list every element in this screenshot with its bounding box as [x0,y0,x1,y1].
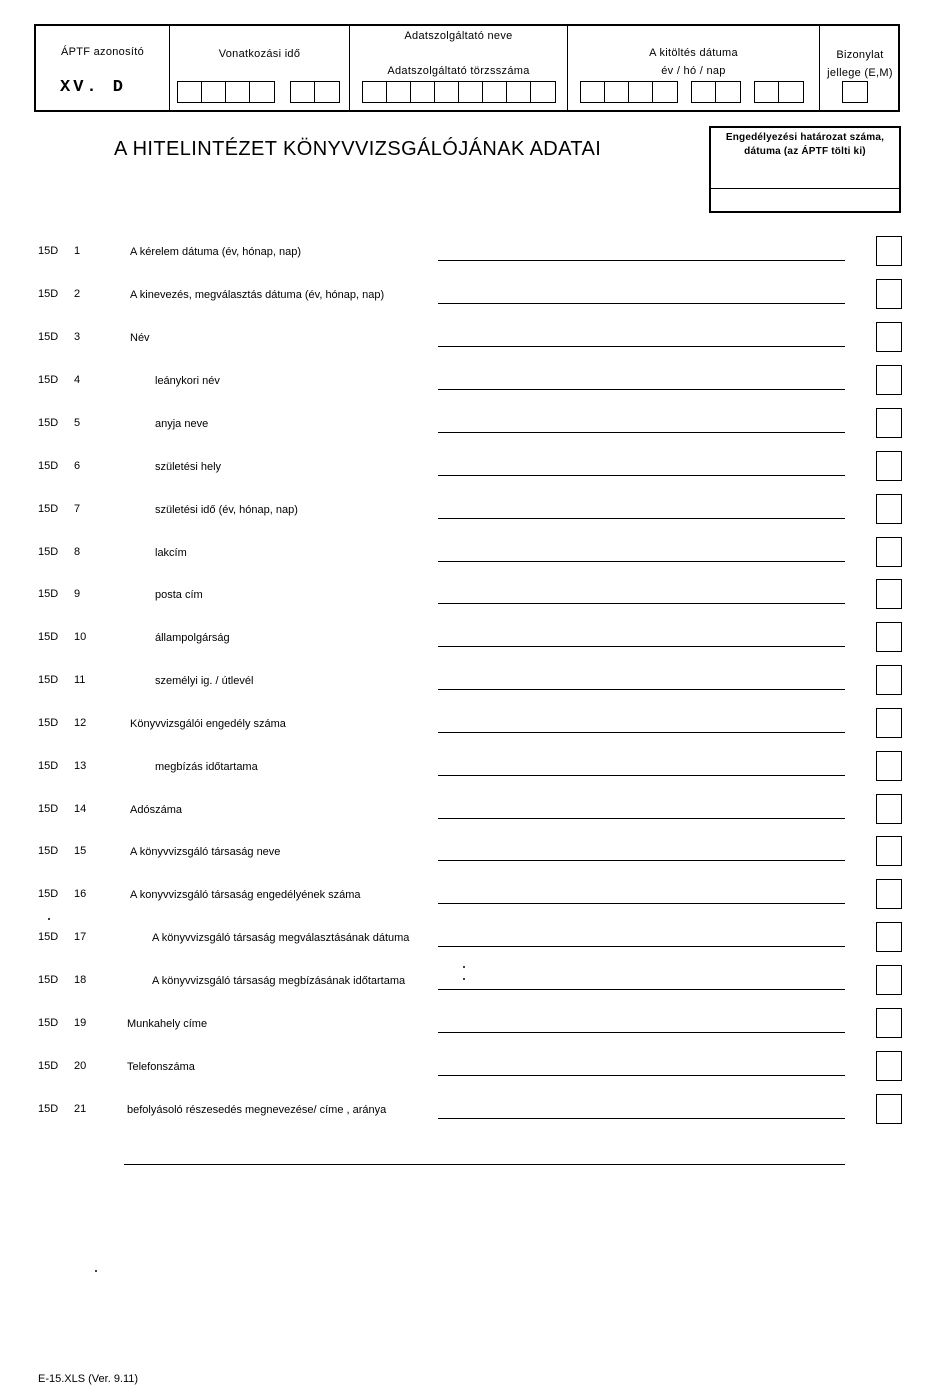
form-row [0,965,935,1005]
form-row [0,1094,935,1134]
row-number: 17 [74,931,87,943]
row-number: 5 [74,417,81,429]
period-label: Vonatkozási idő [218,48,301,60]
fill-date-year-input[interactable] [580,81,678,103]
form-row [0,751,935,791]
form-row [0,922,935,962]
form-row [0,451,935,491]
permit-box-divider [711,188,899,189]
row-number: 1 [74,245,81,257]
row-number: 2 [74,288,81,300]
row-number: 16 [74,888,87,900]
row-number: 18 [74,974,87,986]
row-code: 15D [38,460,59,472]
doc-type-cell [820,26,900,110]
row-checkbox[interactable] [876,408,902,438]
fill-date-day-input[interactable] [754,81,804,103]
row-number: 10 [74,631,87,643]
row-number: 13 [74,760,87,772]
row-answer-line[interactable] [438,689,845,690]
form-row [0,279,935,319]
row-answer-line[interactable] [438,561,845,562]
row-answer-line[interactable] [438,903,845,904]
row-label: megbízás időtartama [155,761,258,773]
row-answer-line[interactable] [438,646,845,647]
form-row [0,408,935,448]
row-label: Könyvvizsgálói engedély száma [130,718,286,730]
aptf-id-cell [36,26,170,110]
row-code: 15D [38,931,59,943]
scan-speck [48,918,50,920]
row-label: posta cím [155,589,203,601]
form-row [0,537,935,577]
aptf-id-value: XV. D [60,78,127,97]
form-row [0,622,935,662]
row-label: lakcím [155,547,187,559]
row-code: 15D [38,974,59,986]
row-answer-line[interactable] [438,389,845,390]
period-cell [170,26,350,110]
row-code: 15D [38,1103,59,1115]
form-row [0,879,935,919]
row-answer-line[interactable] [438,1075,845,1076]
form-row [0,794,935,834]
provider-reg-input[interactable] [362,81,556,103]
scan-speck [463,966,465,968]
row-checkbox[interactable] [876,236,902,266]
row-label: személyi ig. / útlevél [155,675,254,687]
row-number: 21 [74,1103,87,1115]
row-answer-line[interactable] [438,603,845,604]
period-day-input[interactable] [290,81,340,103]
row-label: állampolgárság [155,632,230,644]
row-number: 7 [74,503,81,515]
row-answer-line[interactable] [438,775,845,776]
row-checkbox[interactable] [876,708,902,738]
row-number: 14 [74,803,87,815]
fill-date-cell [568,26,820,110]
row-code: 15D [38,245,59,257]
scan-speck [95,1270,97,1272]
row-number: 4 [74,374,81,386]
row-code: 15D [38,631,59,643]
provider-cell [350,26,568,110]
row-answer-line[interactable] [438,818,845,819]
row-code: 15D [38,845,59,857]
row-code: 15D [38,717,59,729]
permit-box-label: Engedélyezési határozat száma, dátuma (az ÁPTF tölti ki) [725,132,885,157]
row-checkbox[interactable] [876,622,902,652]
row-answer-line[interactable] [438,303,845,304]
fill-date-month-input[interactable] [691,81,741,103]
row-answer-line[interactable] [438,1118,845,1119]
form-row [0,665,935,705]
form-row [0,322,935,362]
row-label: születési hely [155,461,222,473]
row-answer-line[interactable] [438,860,845,861]
row-answer-line[interactable] [438,260,845,261]
row-number: 11 [74,674,86,686]
row-answer-line[interactable] [438,946,845,947]
row-checkbox[interactable] [876,451,902,481]
row-label: befolyásoló részesedés megnevezése/ címe , aránya [127,1104,387,1116]
aptf-id-label: ÁPTF azonosító [60,46,145,58]
permit-box [709,126,901,213]
row-code: 15D [38,546,59,558]
row-answer-line[interactable] [438,518,845,519]
row-number: 3 [74,331,81,343]
form-row [0,836,935,876]
row-code: 15D [38,1017,59,1029]
row-answer-line[interactable] [438,475,845,476]
row-code: 15D [38,588,59,600]
row-number: 15 [74,845,87,857]
form-row [0,236,935,276]
row-code: 15D [38,288,59,300]
row-checkbox[interactable] [876,665,902,695]
row-label: A kérelem dátuma (év, hónap, nap) [130,246,302,258]
row-checkbox[interactable] [876,322,902,352]
row-code: 15D [38,674,59,686]
row-checkbox[interactable] [876,922,902,952]
row-label: A kinevezés, megválasztás dátuma (év, hónap, nap) [130,289,385,301]
row-checkbox[interactable] [876,965,902,995]
row-checkbox[interactable] [876,794,902,824]
scan-speck [463,978,465,980]
row-label: A könyvvizsgáló társaság neve [130,846,281,858]
form-row [0,365,935,405]
row-code: 15D [38,803,59,815]
row-checkbox[interactable] [876,365,902,395]
row-code: 15D [38,417,59,429]
row-label: Telefonszáma [127,1061,195,1073]
row-checkbox[interactable] [876,836,902,866]
row-label: anyja neve [155,418,209,430]
extra-answer-line[interactable] [124,1164,845,1165]
row-label: A könyvvizsgáló társaság megbízásának időtartama [152,975,406,987]
row-number: 8 [74,546,81,558]
row-checkbox[interactable] [876,879,902,909]
row-number: 9 [74,588,81,600]
form-row [0,708,935,748]
form-row [0,1008,935,1048]
header-grid [34,24,900,112]
row-answer-line[interactable] [438,346,845,347]
row-answer-line[interactable] [438,732,845,733]
row-answer-line[interactable] [438,1032,845,1033]
provider-name-label: Adatszolgáltató neve [404,30,513,42]
row-code: 15D [38,760,59,772]
doc-type-sub: jellege (E,M) [827,67,893,79]
footer-version: E-15.XLS (Ver. 9.11) [38,1373,139,1385]
fill-date-format: év / hó / nap [661,65,726,77]
row-checkbox[interactable] [876,279,902,309]
row-checkbox[interactable] [876,494,902,524]
row-code: 15D [38,331,59,343]
page-title: A HITELINTÉZET KÖNYVVIZSGÁLÓJÁNAK ADATAI [114,138,602,160]
row-code: 15D [38,503,59,515]
form-row [0,494,935,534]
row-code: 15D [38,1060,59,1072]
row-number: 6 [74,460,81,472]
row-label: Munkahely címe [127,1018,208,1030]
row-code: 15D [38,888,59,900]
row-checkbox[interactable] [876,1094,902,1124]
row-label: születési idő (év, hónap, nap) [155,504,298,516]
provider-reg-label: Adatszolgáltató törzsszáma [387,65,530,77]
form-row [0,1051,935,1091]
row-label: Adószáma [130,804,182,816]
period-year-month-input[interactable] [177,81,275,103]
row-checkbox[interactable] [876,537,902,567]
fill-date-label: A kitöltés dátuma [649,47,738,59]
row-code: 15D [38,374,59,386]
doc-type-label: Bizonylat [836,49,884,61]
row-label: leánykori név [155,375,220,387]
row-number: 12 [74,717,87,729]
row-answer-line[interactable] [438,432,845,433]
row-label: A konyvvizsgáló társaság engedélyének száma [130,889,361,901]
row-number: 19 [74,1017,87,1029]
doc-type-input[interactable] [842,81,868,103]
row-checkbox[interactable] [876,1051,902,1081]
row-checkbox[interactable] [876,579,902,609]
form-row [0,579,935,619]
row-checkbox[interactable] [876,1008,902,1038]
row-answer-line[interactable] [438,989,845,990]
row-label: A könyvvizsgáló társaság megválasztásának dátuma [152,932,410,944]
row-checkbox[interactable] [876,751,902,781]
row-number: 20 [74,1060,87,1072]
row-label: Név [130,332,150,344]
